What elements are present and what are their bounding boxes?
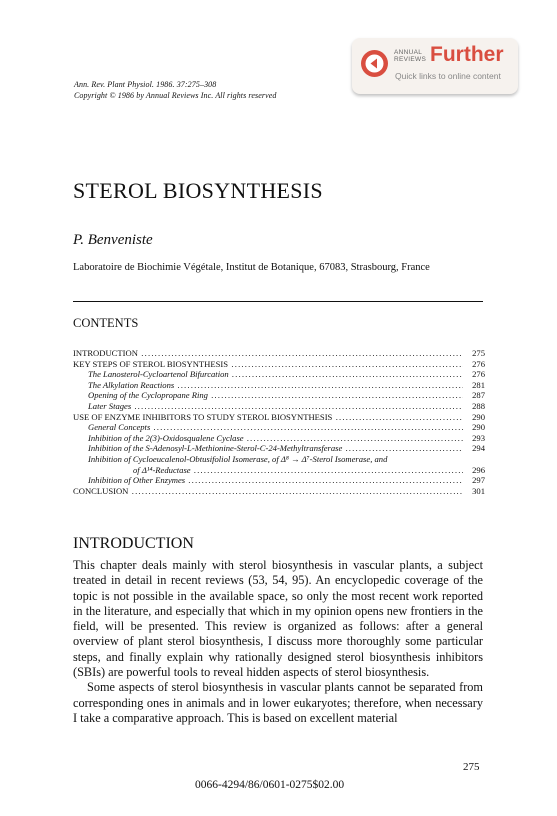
toc-entry-label: Inhibition of Other Enzymes ..... — [88, 475, 463, 486]
toc-entry-label: The Alkylation Reactions ..... — [88, 380, 463, 391]
toc-entry-label: Inhibition of Cycloeucalenol-Obtusifoliol Isomerase, of Δ⁸ → Δ⁷-Sterol Isomerase, and — [88, 453, 388, 464]
toc-entry[interactable] — [73, 390, 485, 401]
toc-entry[interactable] — [73, 433, 485, 444]
toc-entry-page: 276 — [465, 359, 485, 370]
toc-entry-label: USE OF ENZYME INHIBITORS TO STUDY STEROL BIOSYNTHESIS ..... — [73, 412, 463, 423]
toc-entry[interactable] — [73, 380, 485, 391]
annual-reviews-logo-text — [394, 49, 426, 63]
toc-entry-page: 297 — [465, 475, 485, 486]
toc-entry-label: of Δ¹⁴-Reductase ..... — [133, 465, 463, 476]
toc-entry[interactable] — [73, 486, 485, 497]
arrow-left-icon — [361, 50, 388, 77]
body-text — [73, 558, 483, 726]
toc-entry[interactable] — [73, 475, 485, 486]
toc-entry-page: 276 — [465, 369, 485, 380]
toc-entry-page: 281 — [465, 380, 485, 391]
toc-entry[interactable] — [73, 369, 485, 380]
toc-entry-page: 290 — [465, 422, 485, 433]
toc-entry[interactable] — [73, 422, 485, 433]
brand-bottom: REVIEWS — [394, 56, 427, 63]
page-number: 275 — [463, 761, 480, 773]
toc-entry[interactable] — [73, 454, 485, 465]
toc-entry[interactable] — [73, 443, 485, 454]
toc-entry-label: General Concepts ..... — [88, 422, 463, 433]
toc-entry-page: 301 — [465, 486, 485, 497]
footer-code: 0066-4294/86/0601-0275$02.00 — [195, 779, 345, 791]
journal-citation — [74, 79, 276, 101]
toc-entry-label: Inhibition of the 2(3)-Oxidosqualene Cyclase ..... — [88, 433, 463, 444]
article-author: P. Benveniste — [73, 232, 153, 248]
toc-entry[interactable] — [73, 401, 485, 412]
copyright-line: Copyright © 1986 by Annual Reviews Inc. All rights reserved — [74, 91, 277, 100]
brand-top: ANNUAL — [394, 49, 423, 56]
toc-entry-label: INTRODUCTION ..... — [73, 348, 463, 359]
toc-entry-page: 288 — [465, 401, 485, 412]
toc-entry[interactable] — [73, 359, 485, 370]
toc-entry-page: 296 — [465, 465, 485, 476]
toc-entry[interactable] — [73, 348, 485, 359]
paragraph: This chapter deals mainly with sterol biosynthesis in vascular plants, a subject treated in detail in recent reviews (53, 54, 95). An encyclopedic coverage of the topic is not possible in the available space, so only the most recent work reported in the literature, and especially that which in my opinion opens new frontiers in the field, will be presented. This review is organized as follows: after a general overview of plant sterol biosynthesis, I discuss more thoroughly some particular steps, and finally explain why rationally designed sterol biosynthesis inhibitors (SBIs) are powerful tools to reveal hidden aspects of sterol biosynthesis. — [73, 558, 483, 680]
article-title: STEROL BIOSYNTHESIS — [73, 178, 323, 203]
table-of-contents — [73, 348, 485, 496]
contents-heading: CONTENTS — [73, 316, 139, 330]
further-banner[interactable] — [352, 38, 518, 94]
toc-entry-page: 275 — [465, 348, 485, 359]
toc-entry-page: 293 — [465, 433, 485, 444]
toc-entry-page: 294 — [465, 443, 485, 454]
divider — [73, 301, 483, 302]
toc-entry[interactable] — [73, 412, 485, 423]
toc-entry-label: CONCLUSION ..... — [73, 486, 463, 497]
banner-tagline: Quick links to online content — [395, 71, 501, 81]
journal-citation-line: Ann. Rev. Plant Physiol. 1986. 37:275–308 — [74, 80, 217, 89]
toc-entry-label: Later Stages ..... — [88, 401, 463, 412]
toc-entry-label: KEY STEPS OF STEROL BIOSYNTHESIS ..... — [73, 359, 463, 370]
toc-entry-label: Inhibition of the S-Adenosyl-L-Methionine-Sterol-C-24-Methyltransferase ..... — [88, 443, 463, 454]
toc-entry-label: Opening of the Cyclopropane Ring ..... — [88, 390, 463, 401]
toc-entry[interactable] — [73, 465, 485, 476]
author-affiliation: Laboratoire de Biochimie Végétale, Institut de Botanique, 67083, Strasbourg, France — [73, 262, 430, 273]
further-word: Further — [430, 43, 504, 66]
section-heading: INTRODUCTION — [73, 535, 194, 552]
toc-entry-label: The Lanosterol-Cycloartenol Bifurcation ..... — [88, 369, 463, 380]
toc-entry-page: 290 — [465, 412, 485, 423]
paragraph: Some aspects of sterol biosynthesis in vascular plants cannot be separated from corresponding ones in animals and in lower eukaryotes; therefore, when necessary I take a comparative approach. This is based on excellent material — [73, 680, 483, 725]
toc-entry-page: 287 — [465, 390, 485, 401]
